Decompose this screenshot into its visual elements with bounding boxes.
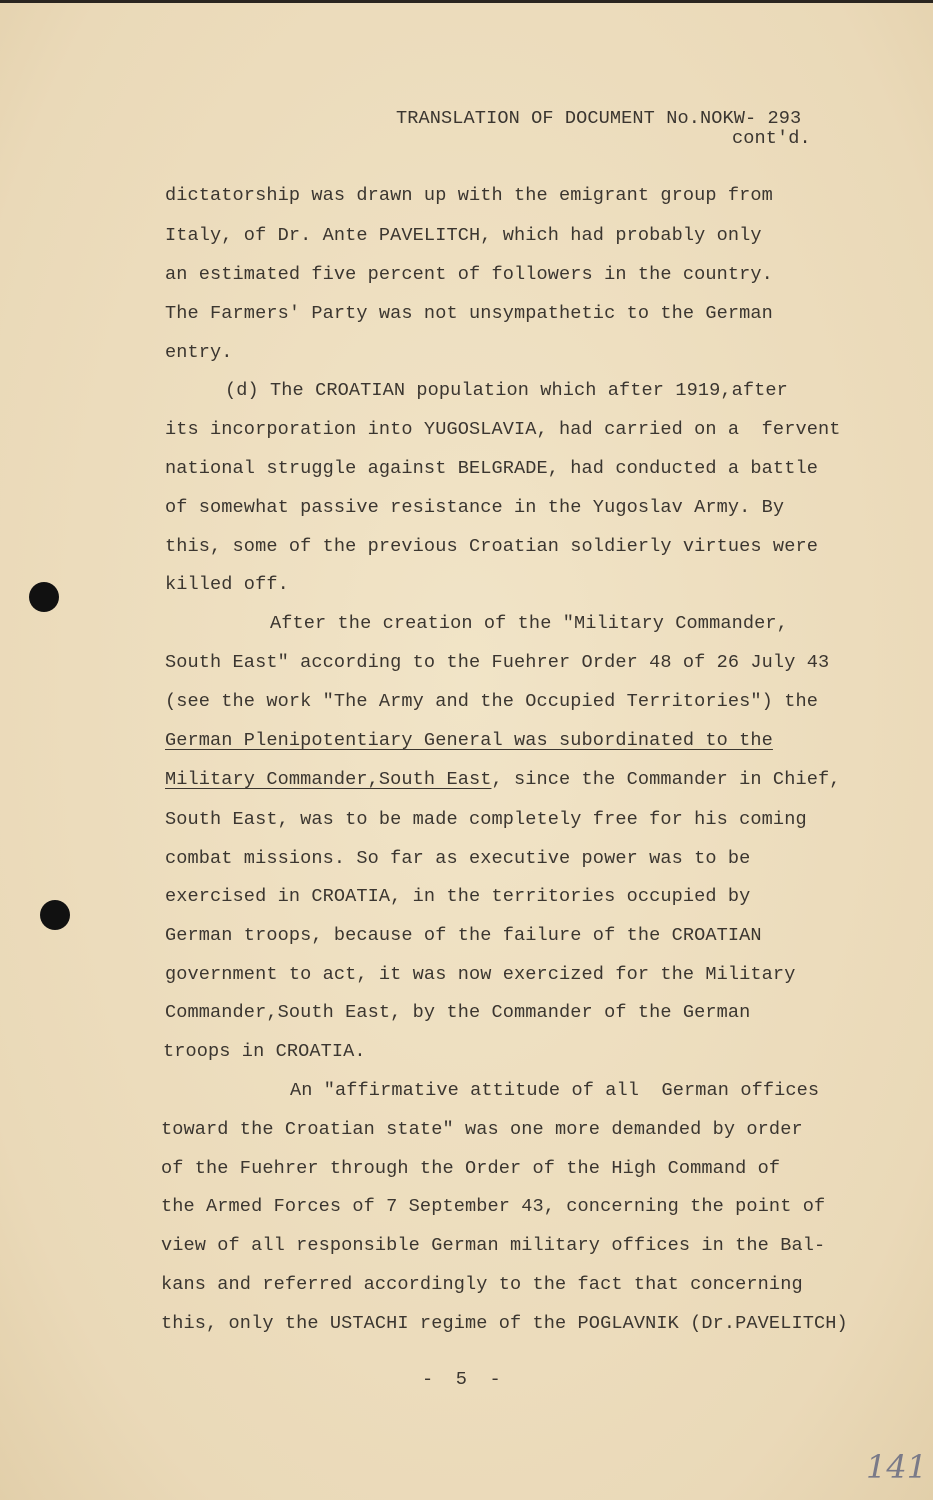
text-line: South East" according to the Fuehrer Order 48 of 26 July 43 bbox=[165, 652, 830, 673]
text-line: An "affirmative attitude of all German offices bbox=[290, 1080, 820, 1101]
underlined-text-line: German Plenipotentiary General was subordinated to the bbox=[165, 730, 773, 751]
document-title: TRANSLATION OF DOCUMENT No.NOKW- 293 bbox=[396, 108, 802, 129]
punch-hole bbox=[40, 900, 70, 930]
text-line: of somewhat passive resistance in the Yugoslav Army. By bbox=[165, 497, 785, 518]
text-line: this, some of the previous Croatian soldierly virtues were bbox=[165, 536, 818, 557]
text-line: exercised in CROATIA, in the territories occupied by bbox=[165, 886, 751, 907]
text-line: its incorporation into YUGOSLAVIA, had carried on a fervent bbox=[165, 419, 841, 440]
text-line: Italy, of Dr. Ante PAVELITCH, which had probably only bbox=[165, 225, 762, 246]
text-line: this, only the USTACHI regime of the POGLAVNIK (Dr.PAVELITCH) bbox=[161, 1313, 848, 1334]
text-line: killed off. bbox=[165, 574, 289, 595]
text-line: toward the Croatian state" was one more demanded by order bbox=[161, 1119, 803, 1140]
text-line: German troops, because of the failure of the CROATIAN bbox=[165, 925, 762, 946]
contd-label: cont'd. bbox=[732, 128, 811, 149]
text-line: Commander,South East, by the Commander of the German bbox=[165, 1002, 751, 1023]
text-line: kans and referred accordingly to the fact that concerning bbox=[161, 1274, 803, 1295]
text-line: The Farmers' Party was not unsympathetic to the German bbox=[165, 303, 773, 324]
punch-hole bbox=[29, 582, 59, 612]
text-segment: , since the Commander in Chief, bbox=[491, 769, 841, 790]
text-line: view of all responsible German military offices in the Bal- bbox=[161, 1235, 826, 1256]
scan-edge bbox=[0, 0, 933, 3]
text-line bbox=[165, 769, 840, 791]
text-line: combat missions. So far as executive power was to be bbox=[165, 848, 751, 869]
text-line: After the creation of the "Military Commander, bbox=[270, 613, 788, 634]
text-line: troops in CROATIA. bbox=[163, 1041, 366, 1062]
text-line: South East, was to be made completely free for his coming bbox=[165, 809, 807, 830]
text-line: national struggle against BELGRADE, had conducted a battle bbox=[165, 458, 818, 479]
text-line: government to act, it was now exercized for the Military bbox=[165, 964, 796, 985]
text-line: an estimated five percent of followers in the country. bbox=[165, 264, 773, 285]
handwritten-page-number: 141 bbox=[866, 1448, 928, 1486]
underlined-text: Military Commander,South East bbox=[165, 769, 492, 790]
text-line: (d) The CROATIAN population which after 1919,after bbox=[225, 380, 788, 401]
text-line: dictatorship was drawn up with the emigrant group from bbox=[165, 185, 773, 206]
text-line: of the Fuehrer through the Order of the High Command of bbox=[161, 1158, 781, 1179]
text-line: (see the work "The Army and the Occupied Territories") the bbox=[165, 691, 818, 712]
page-number: - 5 - bbox=[422, 1369, 501, 1390]
text-line: entry. bbox=[165, 342, 233, 363]
text-line: the Armed Forces of 7 September 43, concerning the point of bbox=[161, 1196, 826, 1217]
